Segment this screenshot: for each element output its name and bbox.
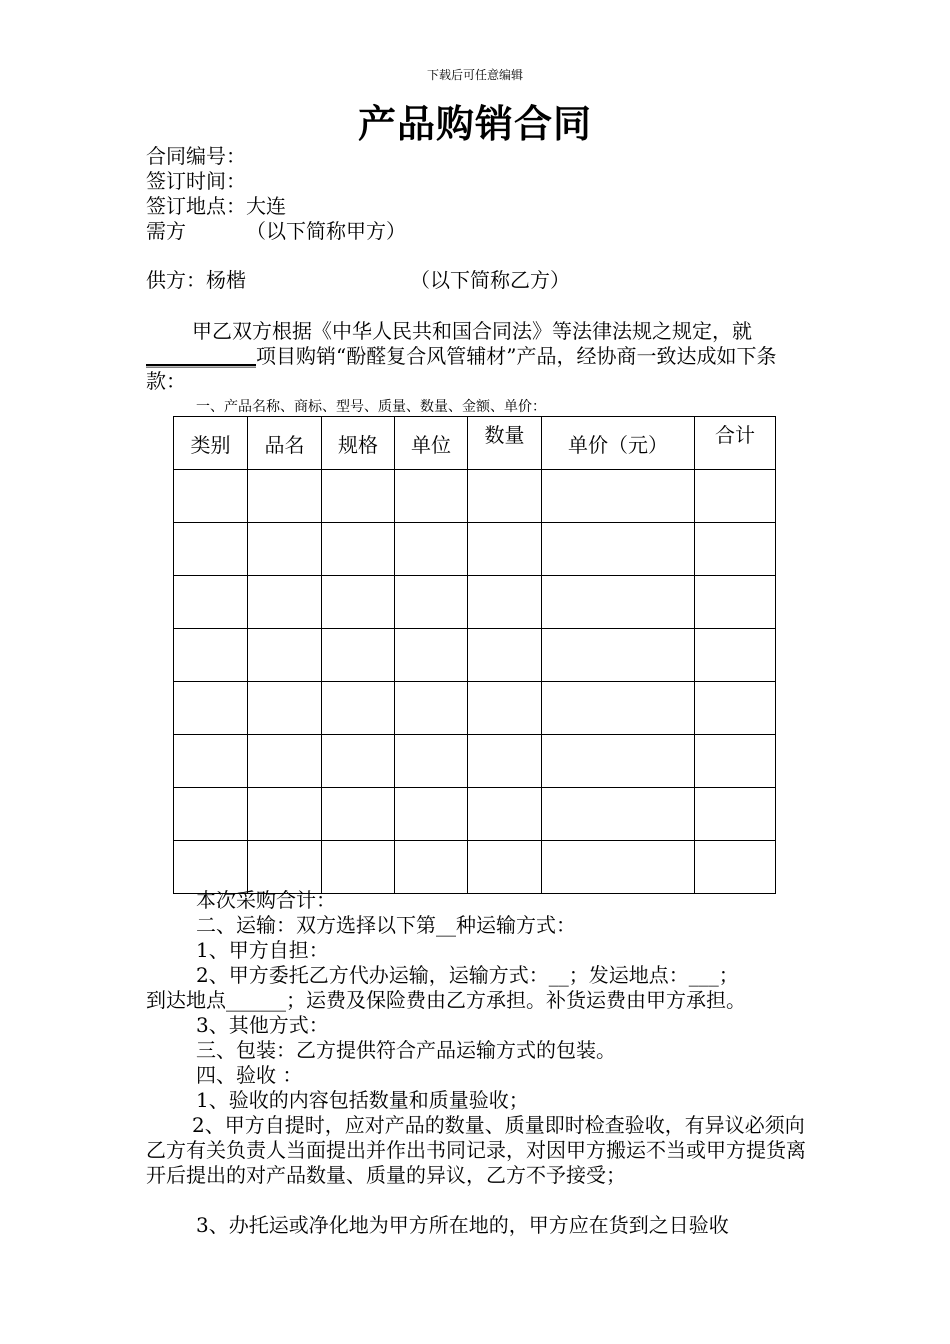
acceptance-heading: 四、验收 ： bbox=[196, 1063, 303, 1087]
packaging-clause: 三、包装：乙方提供符合产品运输方式的包装。 bbox=[196, 1038, 616, 1062]
section1-label: 一、产品名称、商标、型号、质量、数量、金额、单价： bbox=[196, 399, 546, 415]
header-spec: 规格 bbox=[322, 417, 395, 470]
table-row bbox=[174, 735, 776, 788]
header-quantity: 数量 bbox=[468, 417, 542, 470]
transport-heading: 二、运输：双方选择以下第__种运输方式： bbox=[196, 913, 576, 937]
product-table bbox=[173, 416, 776, 894]
buyer-note: （以下简称甲方） bbox=[246, 219, 406, 243]
table-row bbox=[174, 629, 776, 682]
sign-time-label: 签订时间： bbox=[146, 169, 246, 193]
project-blank: ___________ bbox=[146, 344, 256, 368]
table-row bbox=[174, 470, 776, 523]
table-row bbox=[174, 841, 776, 894]
transport-item-3: 3、其他方式： bbox=[196, 1013, 329, 1037]
header-product-name: 品名 bbox=[248, 417, 322, 470]
buyer-label: 需方 bbox=[146, 219, 186, 243]
sign-place-label: 签订地点：大连 bbox=[146, 194, 286, 218]
table-row bbox=[174, 788, 776, 841]
table-header-row bbox=[174, 417, 776, 470]
header-unit: 单位 bbox=[395, 417, 468, 470]
table-row bbox=[174, 523, 776, 576]
transport-item-1: 1、甲方自担： bbox=[196, 938, 329, 962]
table-row bbox=[174, 682, 776, 735]
header-unit-price: 单价（元） bbox=[542, 417, 695, 470]
acceptance-item-2: 2、甲方自提时，应对产品的数量、质量即时检查验收，有异议必须向乙方有关负责人当面提出并作出书同记录，对因甲方搬运不当或甲方提货离开后提出的对产品数量、质量的异议，乙方不予接受； bbox=[146, 1113, 806, 1187]
acceptance-item-3: 3、办托运或净化地为甲方所在地的，甲方应在货到之日验收 bbox=[196, 1213, 729, 1237]
table-row bbox=[174, 576, 776, 629]
header-note: 下载后可任意编辑 bbox=[426, 68, 523, 82]
buyer-line bbox=[146, 219, 406, 244]
intro-paragraph: 甲乙双方根据《中华人民共和国合同法》等法律法规之规定，就___________项目购销“酚醛复合风管辅材”产品，经协商一致达成如下条款： bbox=[146, 319, 777, 393]
seller-line bbox=[146, 268, 570, 293]
transport-item-2b: 到达地点______；运费及保险费由乙方承担。补货运费由甲方承担。 bbox=[146, 988, 746, 1012]
document-title: 产品购销合同 bbox=[357, 101, 592, 146]
seller-note: （以下简称乙方） bbox=[410, 268, 570, 292]
seller-label: 供方：杨楷 bbox=[146, 268, 246, 292]
total-line: 本次采购合计： bbox=[196, 888, 336, 912]
acceptance-item-1: 1、验收的内容包括数量和质量验收； bbox=[196, 1088, 529, 1112]
transport-item-2a: 2、甲方委托乙方代办运输，运输方式：__；发运地点：___； bbox=[196, 963, 739, 987]
contract-number-label: 合同编号： bbox=[146, 144, 246, 168]
header-category: 类别 bbox=[174, 417, 248, 470]
header-total: 合计 bbox=[695, 417, 776, 470]
